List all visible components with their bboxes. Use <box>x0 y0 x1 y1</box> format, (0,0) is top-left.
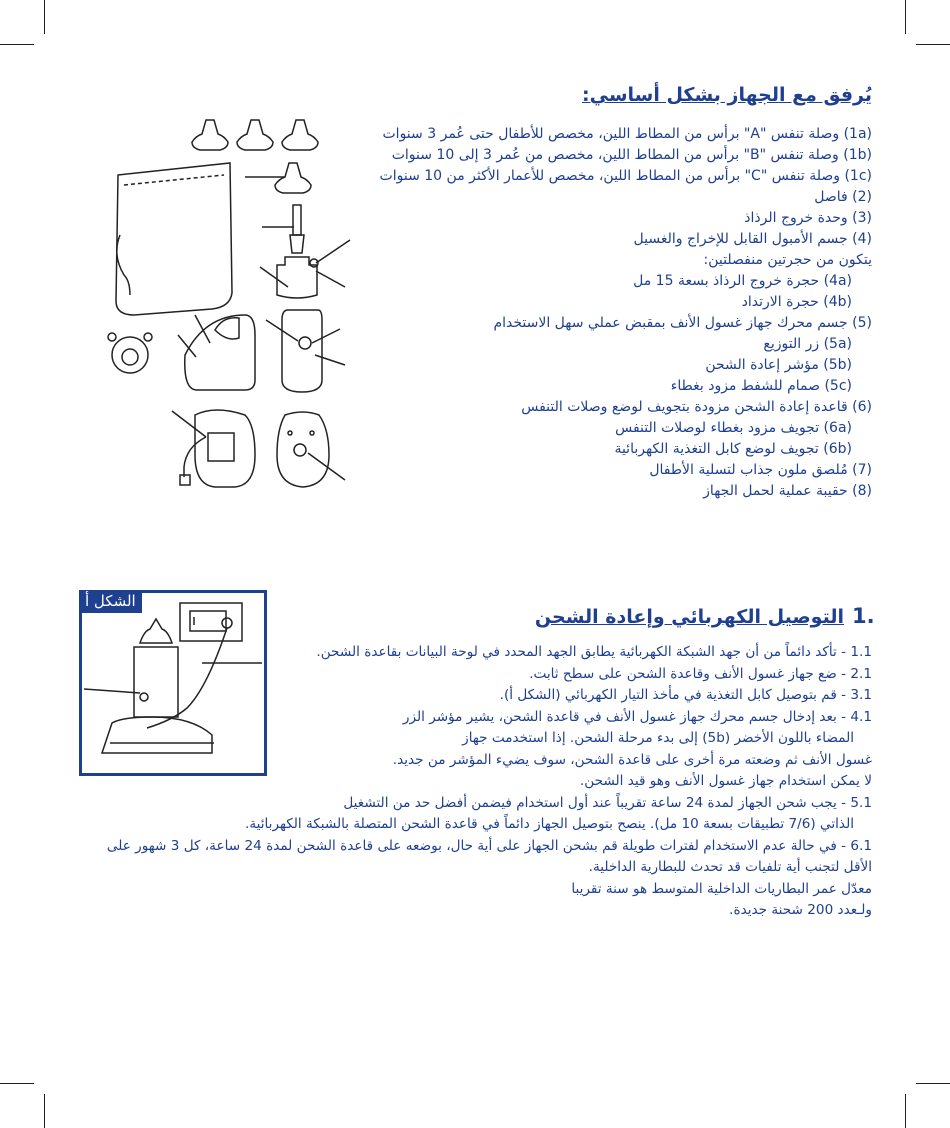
step-line: معدّل عمر البطاريات الداخلية المتوسط هو سنة تقريبا <box>571 880 872 897</box>
list-item: (6) قاعدة إعادة الشحن مزودة بتجويف لوضع وصلات التنفس <box>521 399 872 415</box>
list-item: (1a) وصلة تنفس "A" برأس من المطاط اللين، مخصص للأطفال حتى عُمر 3 سنوات <box>382 126 872 142</box>
step-line: 2.1 - ضع جهاز غسول الأنف وقاعدة الشحن على سطح ثابت. <box>529 665 872 682</box>
parts-illustration <box>100 115 360 505</box>
crop-mark <box>0 44 34 45</box>
list-item: (5c) صمام للشفط مزود بغطاء <box>670 378 852 394</box>
step-line: الأقل لتجنب أية تلفيات قد تحدث للبطارية الداخلية. <box>588 859 872 875</box>
step-line: الذاتي (7/6 تطبيقات بسعة 10 مل). ينصح بتوصيل الجهاز دائماً في قاعدة الشحن المتصلة بالشبكة الكهربائية. <box>245 816 854 832</box>
crop-mark <box>44 0 45 34</box>
crop-mark <box>905 0 906 34</box>
step-line: ولـعدد 200 شحنة جديدة. <box>729 902 872 918</box>
section-number: 1. <box>852 604 875 628</box>
list-item: يتكون من حجرتين منفصلتين: <box>703 252 872 268</box>
crop-mark <box>0 1083 34 1084</box>
nozzle-icon <box>192 120 318 150</box>
list-item: (3) وحدة خروج الرذاذ <box>744 210 872 226</box>
list-item: (2) فاصل <box>814 189 872 205</box>
step-line: المضاء باللون الأخضر (5b) إلى بدء مرحلة الشحن. إذا استخدمت جهاز <box>462 730 854 746</box>
crop-mark <box>905 1094 906 1128</box>
list-item: (8) حقيبة عملية لحمل الجهاز <box>703 483 872 499</box>
list-item: (5b) مؤشر إعادة الشحن <box>705 357 852 373</box>
crop-mark <box>916 1083 950 1084</box>
list-item: (4) جسم الأمبول القابل للإخراج والغسيل <box>633 231 872 247</box>
list-item: (1c) وصلة تنفس "C" برأس من المطاط اللين، مخصص للأعمار الأكثر من 10 سنوات <box>379 168 872 184</box>
list-item: (7) مُلصق ملون جذاب لتسلية الأطفال <box>649 462 872 478</box>
step-line: غسول الأنف ثم وضعته مرة أخرى على قاعدة الشحن، سوف يضيء المؤشر من جديد. <box>392 751 872 768</box>
list-item: (1b) وصلة تنفس "B" برأس من المطاط اللين، مخصص من عُمر 3 إلى 10 سنوات <box>391 147 872 163</box>
step-line: 5.1 - يجب شحن الجهاز لمدة 24 ساعة تقريباً عند أول استخدام فيضمن أفضل حد من التشغيل <box>343 794 872 811</box>
step-line: 3.1 - قم بتوصيل كابل التغذية في مأخذ التيار الكهربائي (الشكل أ). <box>499 687 872 703</box>
crop-mark <box>916 44 950 45</box>
list-item: (6a) تجويف مزود بغطاء لوصلات التنفس <box>615 420 852 436</box>
step-line: 6.1 - في حالة عدم الاستخدام لفترات طويلة قم بشحن الجهاز على أية حال، بوضعه على قاعدة الشحن لمدة 24 ساعة، كل 3 شهور على <box>106 837 872 854</box>
list-item: (5) جسم محرك جهاز غسول الأنف بمقبض عملي سهل الاستخدام <box>493 315 872 331</box>
included-title: يُرفق مع الجهاز بشكل أساسي: <box>582 84 872 106</box>
step-line: لا يمكن استخدام جهاز غسول الأنف وهو قيد الشحن. <box>579 773 872 789</box>
figure-a-label: الشكل أ <box>79 590 142 613</box>
list-item: (6b) تجويف لوضع كابل التغذية الكهربائية <box>614 441 852 457</box>
charging-title: التوصيل الكهربائي وإعادة الشحن <box>534 606 844 628</box>
included-list <box>352 124 872 502</box>
list-item: (4b) حجرة الارتداد <box>741 294 852 310</box>
charging-steps <box>82 642 872 922</box>
list-item: (5a) زر التوزيع <box>763 336 852 352</box>
step-line: 4.1 - بعد إدخال جسم محرك جهاز غسول الأنف في قاعدة الشحن، يشير مؤشر الزر <box>402 708 872 725</box>
crop-mark <box>44 1094 45 1128</box>
bag-icon <box>116 163 232 315</box>
step-line: 1.1 - تأكد دائماً من أن جهد الشبكة الكهربائية يطابق الجهد المحدد في لوحة البيانات بقاعدة الشحن. <box>316 644 872 660</box>
list-item: (4a) حجرة خروج الرذاذ بسعة 15 مل <box>633 273 852 289</box>
